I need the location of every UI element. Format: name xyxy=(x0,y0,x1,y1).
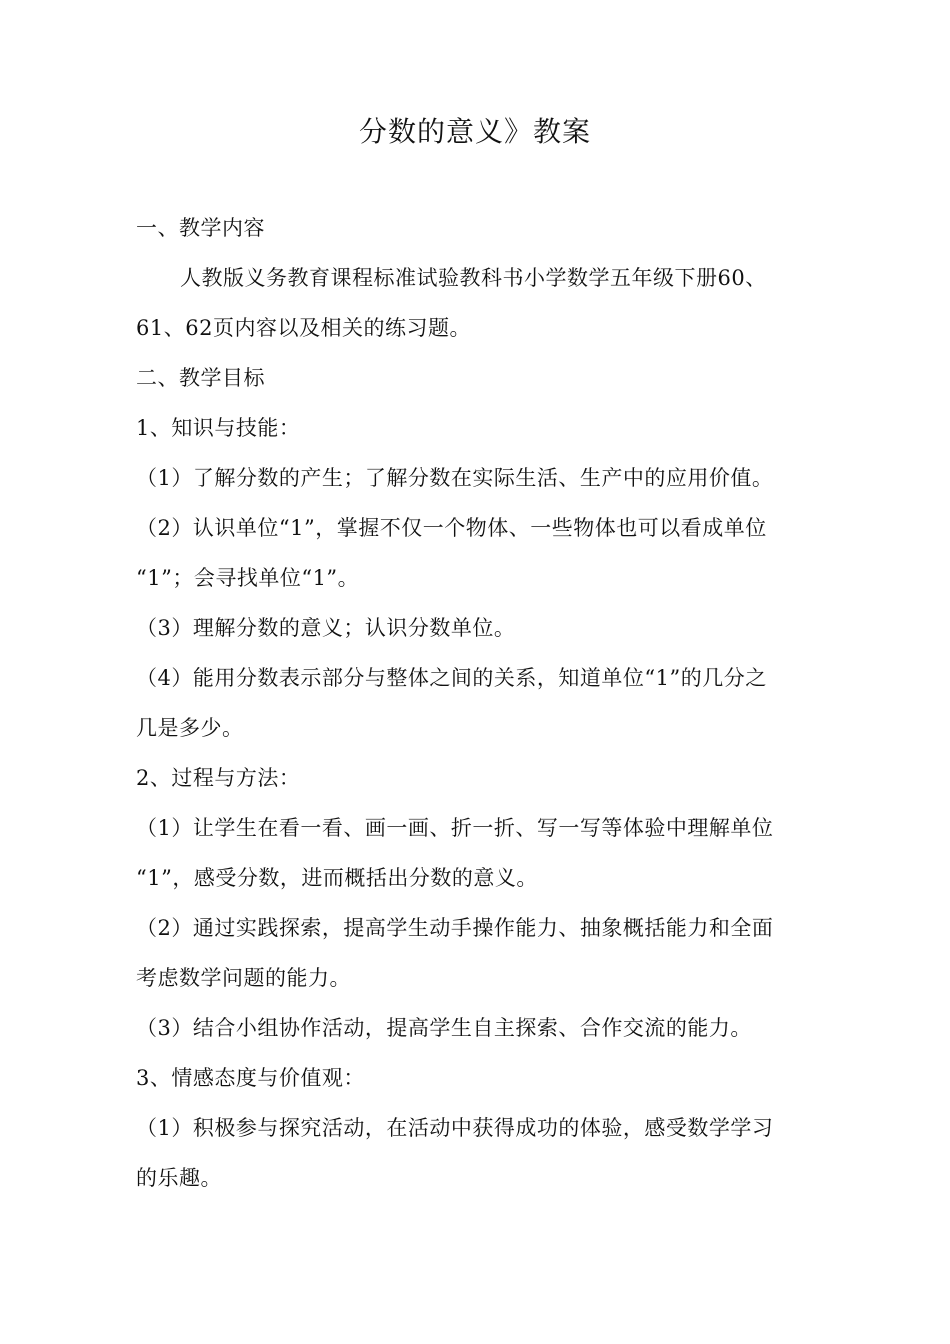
subsection-heading-attitude-values: 3、情感态度与价值观： xyxy=(136,1066,365,1090)
list-item: （1）了解分数的产生；了解分数在实际生活、生产中的应用价值。 xyxy=(136,466,774,490)
list-item: （3）理解分数的意义；认识分数单位。 xyxy=(136,616,516,640)
paragraph-line: 人教版义务教育课程标准试验教科书小学数学五年级下册60、 xyxy=(180,266,767,290)
paragraph-line: 61、62页内容以及相关的练习题。 xyxy=(136,316,471,340)
list-item: （2）通过实践探索，提高学生动手操作能力、抽象概括能力和全面 xyxy=(136,916,774,940)
list-item: （1）积极参与探究活动，在活动中获得成功的体验，感受数学学习 xyxy=(136,1116,774,1140)
list-item: （3）结合小组协作活动，提高学生自主探索、合作交流的能力。 xyxy=(136,1016,752,1040)
list-item-continuation: “1”；会寻找单位“1”。 xyxy=(136,566,360,590)
list-item: （2）认识单位“1”，掌握不仅一个物体、一些物体也可以看成单位 xyxy=(136,516,767,540)
document-title: 分数的意义》教案 xyxy=(358,115,591,148)
list-item-continuation: 几是多少。 xyxy=(136,716,244,740)
subsection-heading-knowledge-skills: 1、知识与技能： xyxy=(136,416,301,440)
section-heading-teaching-content: 一、教学内容 xyxy=(136,216,265,240)
list-item-continuation: 考虑数学问题的能力。 xyxy=(136,966,351,990)
section-heading-teaching-goals: 二、教学目标 xyxy=(136,366,265,390)
list-item-continuation: “1”，感受分数，进而概括出分数的意义。 xyxy=(136,866,538,890)
list-item: （4）能用分数表示部分与整体之间的关系，知道单位“1”的几分之 xyxy=(136,666,767,690)
subsection-heading-process-methods: 2、过程与方法： xyxy=(136,766,301,790)
list-item-continuation: 的乐趣。 xyxy=(136,1166,222,1190)
list-item: （1）让学生在看一看、画一画、折一折、写一写等体验中理解单位 xyxy=(136,816,774,840)
